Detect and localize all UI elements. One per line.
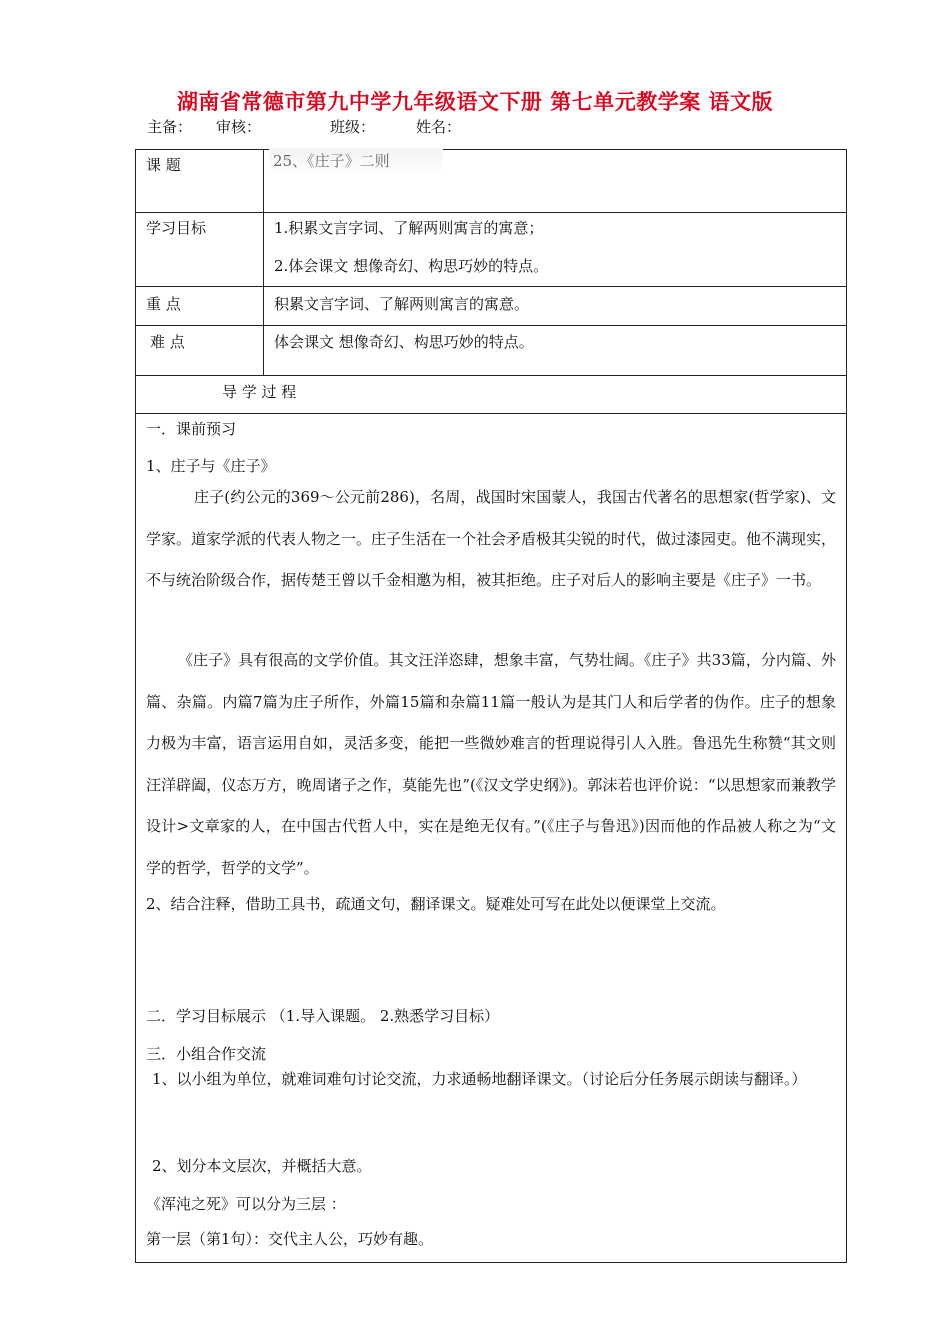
document-title: 湖南省常德市第九中学九年级语文下册 第七单元教学案 语文版 [176, 90, 774, 114]
section-2-heading: 二．学习目标展示 （1.导入课题。 2.熟悉学习目标） [146, 1007, 500, 1025]
topic-value: 25、《庄子》二则 [269, 148, 443, 174]
editor-label: 主备： [147, 118, 193, 136]
goal-2: 2.体会课文 想像奇幻、构思巧妙的特点。 [274, 257, 549, 275]
layer-1: 第一层（第1句）：交代主人公，巧妙有趣。 [146, 1230, 434, 1248]
row-divider [136, 212, 846, 213]
difficult-points: 体会课文 想像奇幻、构思巧妙的特点。 [274, 333, 534, 351]
row-divider [136, 375, 846, 376]
section-3-item-2: 2、划分本文层次，并概括大意。 [152, 1157, 372, 1175]
name-label: 姓名： [416, 118, 462, 136]
reviewer-label: 审核： [216, 118, 262, 136]
section-3-heading: 三．小组合作交流 [146, 1045, 267, 1063]
paragraph-zhuangzi-book: 《庄子》具有很高的文学价值。其文汪洋恣肆，想象丰富，气势壮阔。《庄子》共33篇，分内篇、外篇、杂篇。内篇7篇为庄子所作，外篇15篇和杂篇11篇一般认为是其门人和后学者的伪作。庄子的想象力极为丰富，语言运用自如，灵活多变，能把一些微妙难言的哲理说得引人入胜。鲁迅先生称赞“其文则汪洋辟阖，仪态万方，晚周诸子之作，莫能先也”(《汉文学史纲》)。郭沫若也评价说：“以思想家而兼教学设计>文章家的人，在中国古代哲人中，实在是绝无仅有。”(《庄子与鲁迅》)因而他的作品被人称之为“文学的哲学，哲学的文学”。 [146, 651, 836, 877]
goals-label: 学习目标 [146, 219, 207, 237]
section-1-heading: 一．课前预习 [146, 420, 237, 438]
key-points: 积累文言字词、了解两则寓言的寓意。 [274, 295, 530, 313]
goal-1: 1.积累文言字词、了解两则寓言的寓意； [274, 219, 544, 237]
class-label: 班级： [330, 118, 376, 136]
key-label: 重 点 [146, 295, 181, 313]
section-1-item-1: 1、庄子与《庄子》 [146, 457, 276, 475]
topic-label: 课 题 [146, 156, 181, 174]
layers-intro: 《浑沌之死》可以分为三层 ： [146, 1195, 346, 1213]
row-divider [136, 325, 846, 326]
lesson-plan-table [135, 149, 847, 1263]
difficult-label: 难 点 [150, 333, 185, 351]
paragraph-zhuangzi-bio: 庄子(约公元的369～公元前286)，名周，战国时宋国蒙人，我国古代著名的思想家(哲学家)、文学家。道家学派的代表人物之一。庄子生活在一个社会矛盾极其尖锐的时代，做过漆园吏。他不满现实，不与统治阶级合作，据传楚王曾以千金相邀为相，被其拒绝。庄子对后人的影响主要是《庄子》一书。 [146, 488, 837, 589]
process-label: 导 学 过 程 [222, 383, 297, 401]
row-divider [136, 286, 846, 287]
section-1-item-2: 2、结合注释，借助工具书，疏通文句，翻译课文。疑难处可写在此处以便课堂上交流。 [146, 895, 726, 913]
row-divider [136, 413, 846, 414]
column-divider [263, 150, 264, 375]
section-3-item-1: 1、以小组为单位，就难词难句讨论交流，力求通畅地翻译课文。（讨论后分任务展示朗读与翻译。） [152, 1070, 807, 1088]
